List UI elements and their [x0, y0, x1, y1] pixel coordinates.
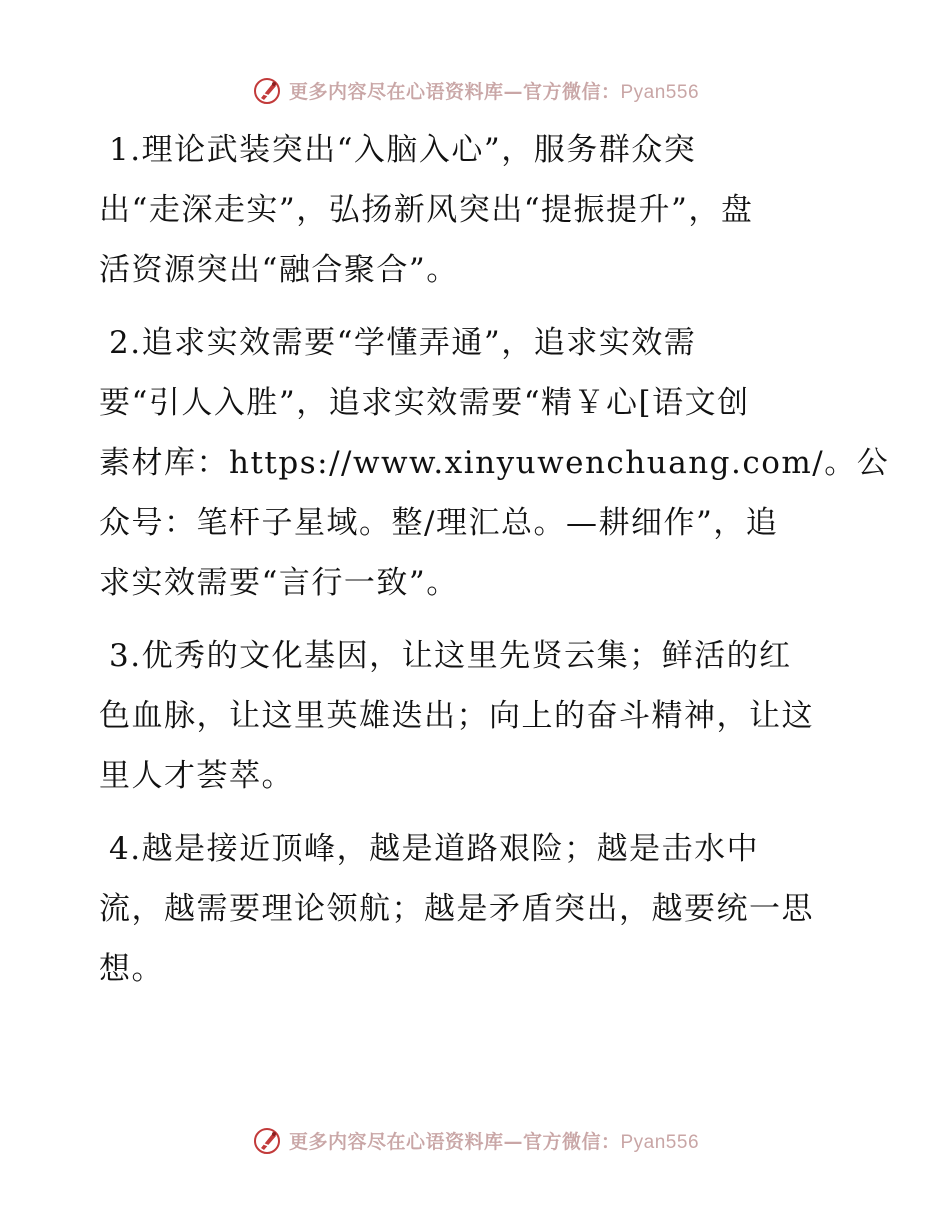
- paragraph-line: 求实效需要“言行一致”。: [99, 565, 459, 601]
- paragraph-4: [99, 819, 859, 999]
- footer-banner-inner: [251, 1124, 699, 1156]
- paragraph-line: 色血脉，让这里英雄迭出；向上的奋斗精神，让这: [99, 698, 814, 734]
- header-banner-label: 更多内容尽在心语资料库—官方微信：: [288, 80, 621, 103]
- footer-wechat-id: Pyan556: [620, 1131, 700, 1153]
- paragraph-2: [99, 313, 890, 613]
- document-body: [99, 120, 890, 1012]
- paragraph-line: 出“走深走实”，弘扬新风突出“提振提升”，盘: [99, 192, 754, 228]
- header-banner-text: [289, 77, 699, 104]
- footer-banner-text: [289, 1127, 699, 1154]
- paragraph-line: 众号：笔杆子星域。整/理汇总。—耕细作”，追: [99, 505, 779, 541]
- paragraph-line: 2.追求实效需要“学懂弄通”，追求实效需: [109, 325, 697, 361]
- paragraph-line: 想。: [99, 951, 164, 987]
- paragraph-line: 1.理论武装突出“入脑入心”，服务群众突: [109, 132, 697, 168]
- footer-banner-label: 更多内容尽在心语资料库—官方微信：: [288, 1130, 621, 1153]
- header-wechat-id: Pyan556: [620, 81, 700, 103]
- paragraph-line: 流，越需要理论领航；越是矛盾突出，越要统一思: [99, 891, 814, 927]
- paragraph-1: [99, 120, 859, 300]
- paragraph-line: 4.越是接近顶峰，越是道路艰险；越是击水中: [109, 831, 760, 867]
- paragraph-line: 要“引人入胜”，追求实效需要“精￥心[语文创: [99, 385, 750, 421]
- paragraph-3: [99, 626, 859, 806]
- footer-banner: [0, 1120, 950, 1160]
- paragraph-line: 素材库：https://www.xinyuwenchuang.com/。公: [99, 445, 890, 481]
- pen-nib-logo-icon: [251, 1124, 283, 1156]
- header-banner-inner: [251, 74, 699, 106]
- paragraph-line: 活资源突出“融合聚合”。: [99, 252, 459, 288]
- paragraph-line: 里人才荟萃。: [99, 758, 294, 794]
- paragraph-line: 3.优秀的文化基因，让这里先贤云集；鲜活的红: [109, 638, 792, 674]
- header-banner: [0, 70, 950, 110]
- pen-nib-logo-icon: [251, 74, 283, 106]
